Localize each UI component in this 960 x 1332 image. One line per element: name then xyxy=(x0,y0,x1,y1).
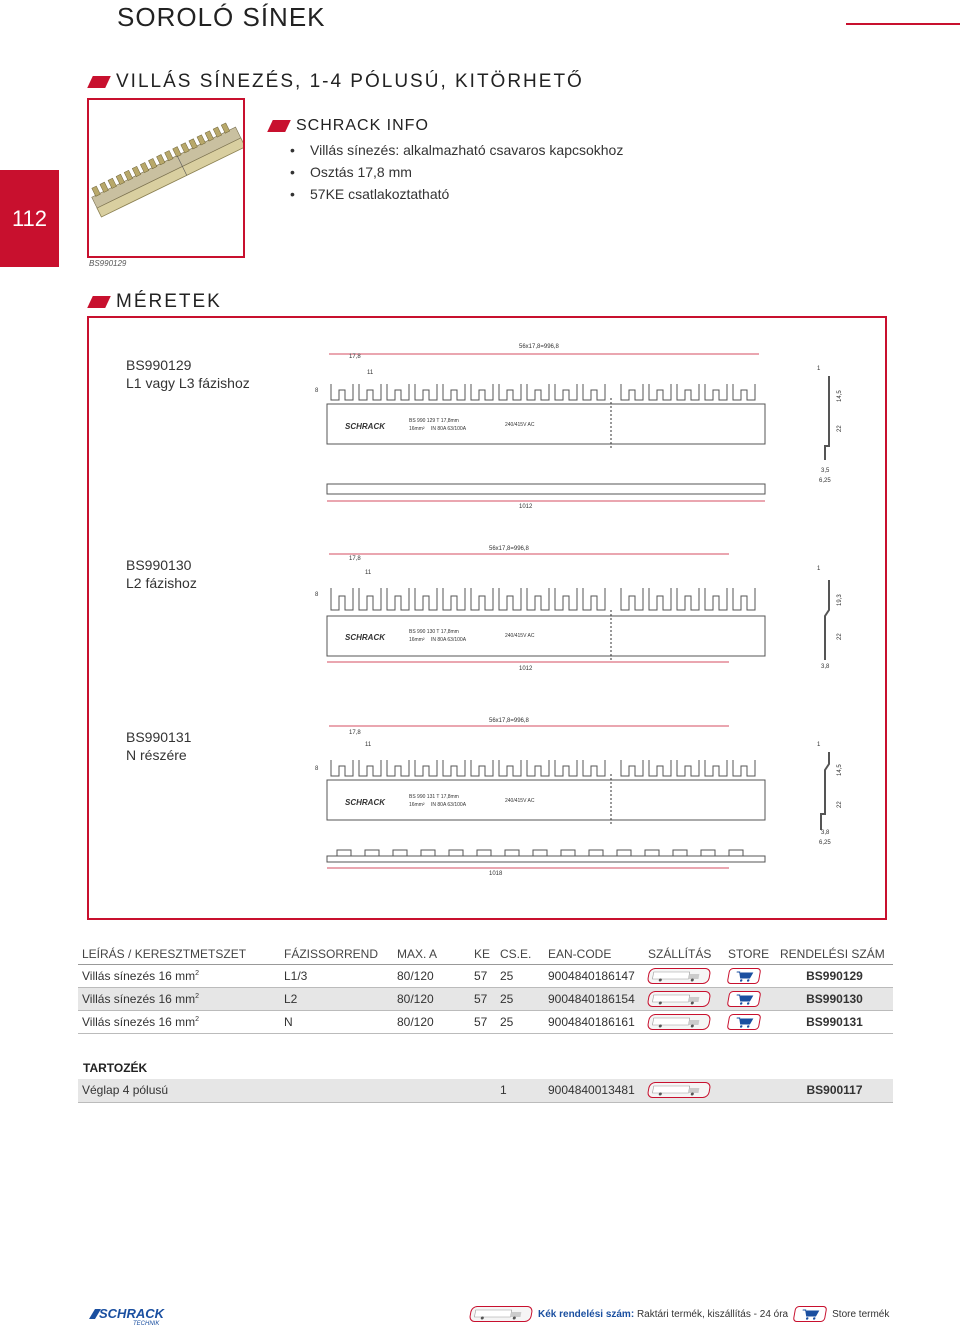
cell-ean: 9004840186147 xyxy=(544,964,644,987)
truck-icon xyxy=(647,1014,712,1030)
dimensions-drawing-box xyxy=(87,316,887,920)
table-row xyxy=(78,1010,893,1033)
dim-side-d: 6,25 xyxy=(819,840,831,846)
cell-cse: 25 xyxy=(496,1010,544,1033)
cell-ke: 57 xyxy=(470,964,496,987)
drawing-voltage: 240/415V AC xyxy=(505,422,535,428)
photo-caption: BS990129 xyxy=(89,259,127,268)
drawing-section: 16mm² xyxy=(409,802,425,808)
col-header: MAX. A xyxy=(393,944,470,964)
cell-order-number: BS990130 xyxy=(776,987,893,1010)
cell-cse: 25 xyxy=(496,964,544,987)
dim-length: 1018 xyxy=(489,871,503,876)
col-header: LEÍRÁS / KERESZTMETSZET xyxy=(78,944,280,964)
footer-legend xyxy=(470,1306,889,1322)
variant-desc: L1 vagy L3 fázishoz xyxy=(126,375,250,391)
col-header: EAN-CODE xyxy=(544,944,644,964)
info-heading xyxy=(270,117,623,135)
dim-pitch: 17,8 xyxy=(349,730,361,736)
info-bullet: • Osztás 17,8 mm xyxy=(290,161,623,183)
schrack-info xyxy=(270,117,623,205)
drawing-label: BS 990 131 T 17,8mm xyxy=(409,794,459,800)
cell-shipping xyxy=(644,1010,724,1033)
table-row xyxy=(78,964,893,987)
page-number-tab: 112 xyxy=(0,170,59,267)
cell-order-number: BS900117 xyxy=(776,1079,893,1102)
dim-side-c: 3,5 xyxy=(821,468,830,474)
dim-side-a: 14,5 xyxy=(837,764,843,776)
dim-tooth: 11 xyxy=(365,742,372,748)
info-heading-text: SCHRACK INFO xyxy=(296,117,429,134)
variant-desc: N részére xyxy=(126,747,187,763)
variant-desc: L2 fázishoz xyxy=(126,575,197,591)
legend-store: Store termék xyxy=(832,1308,890,1320)
dim-side-c: 3,8 xyxy=(821,830,830,836)
drawing-rating: IN 80A 63/100A xyxy=(431,426,467,432)
drawing-rating: IN 80A 63/100A xyxy=(431,637,467,643)
variant-code: BS990131 xyxy=(126,729,192,745)
dim-height: 8 xyxy=(315,592,319,598)
cart-icon xyxy=(727,968,762,984)
variant-code: BS990130 xyxy=(126,557,192,573)
cell-cse: 25 xyxy=(496,987,544,1010)
dim-pitch: 17,8 xyxy=(349,556,361,562)
cell-store xyxy=(724,964,776,987)
cart-icon xyxy=(727,991,762,1007)
dim-tooth: 11 xyxy=(365,570,372,576)
cell-ke: 57 xyxy=(470,987,496,1010)
dim-length: 1012 xyxy=(519,666,533,672)
product-table xyxy=(78,944,893,1034)
cell-ean: 9004840186154 xyxy=(544,987,644,1010)
drawing-voltage: 240/415V AC xyxy=(505,798,535,804)
variant-label xyxy=(126,356,250,392)
cell-phase: L1/3 xyxy=(280,964,393,987)
drawing-bs990130 xyxy=(309,540,879,680)
col-header: KE xyxy=(470,944,496,964)
legend-text: Kék rendelési szám: Raktári termék, kiszállítás - 24 óra xyxy=(538,1308,789,1320)
dim-side-a: 14,5 xyxy=(837,390,843,402)
cell-max-a: 80/120 xyxy=(393,964,470,987)
cell-max-a: 80/120 xyxy=(393,1010,470,1033)
truck-icon xyxy=(469,1306,534,1322)
drawing-bs990131 xyxy=(309,716,879,876)
col-header: RENDELÉSI SZÁM xyxy=(776,944,893,964)
drawing-label: BS 990 129 T 17,8mm xyxy=(409,418,459,424)
dim-side-d: 6,25 xyxy=(819,478,831,484)
cell-shipping xyxy=(644,987,724,1010)
drawing-logo: SCHRACK xyxy=(345,633,385,642)
dim-side-a: 19,3 xyxy=(837,594,843,606)
flag-icon xyxy=(87,296,111,308)
dim-total: 56x17,8=996,8 xyxy=(519,344,559,350)
cell-store xyxy=(724,1010,776,1033)
cell-order-number: BS990131 xyxy=(776,1010,893,1033)
drawing-voltage: 240/415V AC xyxy=(505,633,535,639)
dim-side-b: 22 xyxy=(837,425,843,432)
col-header: CS.E. xyxy=(496,944,544,964)
cart-icon xyxy=(793,1306,828,1322)
cell-cse: 1 xyxy=(496,1079,544,1102)
cell-ean: 9004840013481 xyxy=(544,1079,644,1102)
cell-desc: Villás sínezés 16 $mm^2$ xyxy=(78,987,280,1010)
accessories-heading: TARTOZÉK xyxy=(83,1061,148,1075)
table-header-row xyxy=(78,944,893,964)
col-header: STORE xyxy=(724,944,776,964)
cell-max-a: 80/120 xyxy=(393,987,470,1010)
dimensions-heading-text: MÉRETEK xyxy=(116,291,222,312)
info-bullet: • 57KE csatlakoztatható xyxy=(290,183,623,205)
truck-icon xyxy=(647,991,712,1007)
dim-tooth: 11 xyxy=(367,370,374,376)
dim-height: 8 xyxy=(315,766,319,772)
cell-shipping xyxy=(644,964,724,987)
info-bullet: • Villás sínezés: alkalmazható csavaros kapcsokhoz xyxy=(290,139,623,161)
page-title: SOROLÓ SÍNEK xyxy=(117,2,326,32)
drawing-logo: SCHRACK xyxy=(345,422,385,431)
cell-store xyxy=(724,1079,776,1102)
logo-sub: TECHNIK xyxy=(133,1321,160,1327)
cell-phase: L2 xyxy=(280,987,393,1010)
dim-side-top: 1 xyxy=(817,366,821,372)
cell-desc: Villás sínezés 16 $mm^2$ xyxy=(78,964,280,987)
col-header: FÁZISSORREND xyxy=(280,944,393,964)
drawing-section: 16mm² xyxy=(409,426,425,432)
cell-order-number: BS990129 xyxy=(776,964,893,987)
dim-length: 1012 xyxy=(519,504,533,510)
cell-phase: N xyxy=(280,1010,393,1033)
drawing-section: 16mm² xyxy=(409,637,425,643)
cell-store xyxy=(724,987,776,1010)
cell-desc: Villás sínezés 16 $mm^2$ xyxy=(78,1010,280,1033)
product-heading-text: VILLÁS SÍNEZÉS, 1-4 PÓLUSÚ, KITÖRHETŐ xyxy=(116,71,584,92)
cell-desc: Véglap 4 pólusú xyxy=(78,1079,496,1102)
product-heading xyxy=(90,71,584,93)
product-photo xyxy=(87,98,245,258)
dim-side-c: 3,8 xyxy=(821,664,830,670)
variant-code: BS990129 xyxy=(126,357,192,373)
accessories-table xyxy=(78,1079,893,1103)
cart-icon xyxy=(727,1014,762,1030)
schrack-logo xyxy=(87,1305,177,1327)
truck-icon xyxy=(647,968,712,984)
drawing-label: BS 990 130 T 17,8mm xyxy=(409,629,459,635)
variant-label xyxy=(126,728,191,764)
info-list xyxy=(290,139,623,205)
truck-icon xyxy=(647,1082,712,1098)
title-rule xyxy=(846,23,960,25)
dim-pitch: 17,8 xyxy=(349,354,361,360)
busbar-photo xyxy=(89,100,243,256)
dim-total: 56x17,8=996,8 xyxy=(489,718,529,724)
drawing-logo: SCHRACK xyxy=(345,798,385,807)
flag-icon xyxy=(267,120,291,132)
flag-icon xyxy=(87,76,111,88)
variant-label xyxy=(126,556,197,592)
dim-side-top: 1 xyxy=(817,566,821,572)
table-row xyxy=(78,987,893,1010)
table-row xyxy=(78,1079,893,1102)
dim-side-b: 22 xyxy=(837,801,843,808)
dim-side-b: 22 xyxy=(837,633,843,640)
dim-height: 8 xyxy=(315,388,319,394)
cell-shipping xyxy=(644,1079,724,1102)
dim-total: 56x17,8=996,8 xyxy=(489,546,529,552)
dim-side-top: 1 xyxy=(817,742,821,748)
cell-ean: 9004840186161 xyxy=(544,1010,644,1033)
drawing-bs990129 xyxy=(309,336,879,516)
drawing-rating: IN 80A 63/100A xyxy=(431,802,467,808)
cell-ke: 57 xyxy=(470,1010,496,1033)
col-header: SZÁLLÍTÁS xyxy=(644,944,724,964)
logo-text: SCHRACK xyxy=(99,1306,164,1321)
dimensions-heading xyxy=(90,291,222,313)
